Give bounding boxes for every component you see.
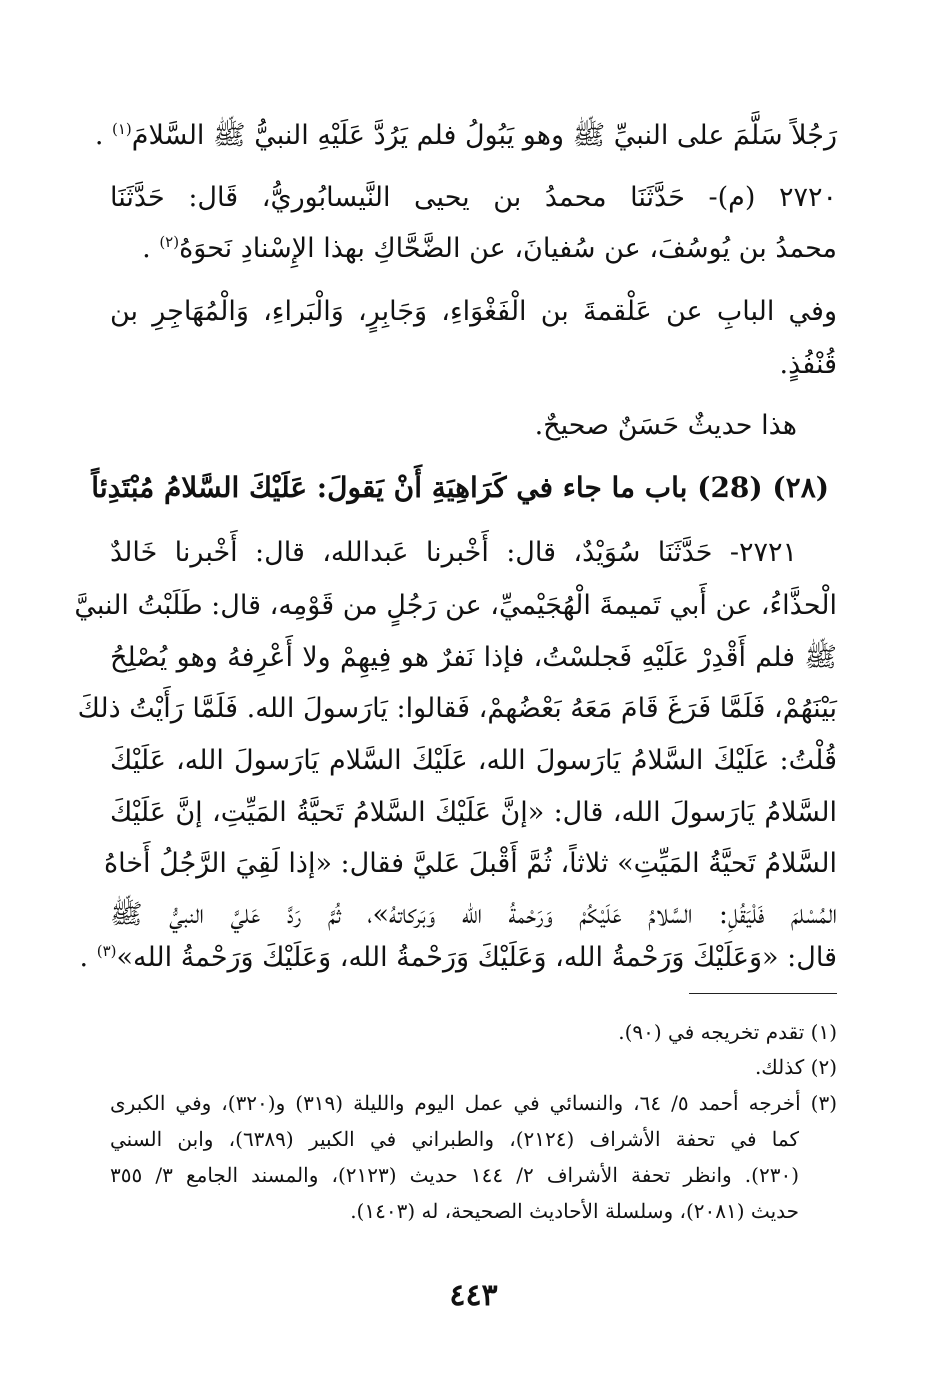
text-span: رَجُلاً سَلَّمَ على النبيِّ ﷺ وهو يَبُولُ فلم يَرُدَّ عَلَيْهِ النبيُّ ﷺ السَّلامَ — [131, 120, 837, 151]
footnote-1: (١) تقدم تخريجه في (٩٠). — [618, 1020, 837, 1044]
text-span: . — [94, 120, 112, 151]
footnote-3-line: (٣) أخرجه أحمد ٥/ ٦٤، والنسائي في عمل اليوم والليلة (٣١٩) و(٣٢٠)، وفي الكبرى — [110, 1091, 838, 1115]
text-line: ٢٧٢١- حَدَّثَنَا سُوَيْدٌ، قال: أَخْبرنا عَبدالله، قال: أَخْبرنا خَالدٌ — [110, 537, 797, 568]
footnote-ref: (٣) — [96, 942, 117, 960]
footnote-separator — [689, 993, 837, 994]
text-line: قُلْتُ: عَلَيْكَ السَّلامُ يَارَسولَ الله، عَلَيْكَ السَّلام يَارَسولَ الله، عَلَيْكَ — [110, 745, 837, 776]
text-span: محمدُ بن يُوسُفَ، عن سُفيانَ، عن الضَّحَّاكِ بهذا الإِسْنادِ نَحوَهُ — [179, 233, 837, 264]
text-line: السَّلامُ يَارَسولَ الله، قال: «إنَّ عَلَيْكَ السَّلامُ تَحيَّةُ المَيِّتِ، إنَّ عَلَيْكَ — [110, 797, 837, 828]
text-line — [110, 223, 837, 275]
text-line: السَّلامُ تَحيَّةُ المَيِّتِ» ثلاثاً، ثُمَّ أَقْبلَ عَليَّ فقال: «إذا لَقِيَ الرَّجُلُ أَخاهُ — [103, 848, 837, 879]
text-span: قال: «وَعَلَيْكَ وَرَحْمةُ الله، وَعَلَيْكَ وَرَحْمةُ الله، وَعَلَيْكَ وَرَحْمةُ الله» — [116, 942, 837, 973]
page-number: ٤٤٣ — [449, 1278, 498, 1313]
text-line — [94, 110, 837, 162]
hadith-grading: هذا حديثٌ حَسَنٌ صحيحٌ. — [534, 410, 797, 441]
text-line: وفي البابِ عن عَلْقمةَ بن الْفَغْوَاءِ، وَجَابِرٍ، وَالْبَراءِ، وَالْمُهَاجِرِ بن — [110, 296, 837, 327]
text-span: . — [79, 942, 97, 973]
footnote-ref: (١) — [112, 120, 132, 138]
footnote-3-line: حديث (٢٠٨١)، وسلسلة الأحاديث الصحيحة، له (١٤٠٣). — [350, 1199, 799, 1223]
text-line: ٢٧٢٠ (م)- حَدَّثَنَا محمدُ بن يحيى النَّيسابُوريُّ، قَال: حَدَّثَنَا — [110, 182, 837, 213]
footnote-3-line: (٢٣٠). وانظر تحفة الأشراف ٢/ ١٤٤ حديث (٢١٢٣)، والمسند الجامع ٣/ ٣٥٥ — [110, 1163, 799, 1187]
footnote-ref: (٢) — [159, 233, 180, 251]
footnote-3-line: كما في تحفة الأشراف (٢١٢٤)، والطبراني في الكبير (٦٣٨٩)، وابن السني — [110, 1127, 799, 1151]
text-line: الْحذَّاءُ، عن أَبي تَميمةَ الْهُجَيْميِّ، عن رَجُلٍ من قَوْمِه، قال: طَلَبْتُ النبيَّ — [74, 590, 837, 621]
text-line: بَيْنَهُمْ، فَلَمَّا فَرَغَ قَامَ مَعَهُ بَعْضُهمْ، فَقالوا: يَارَسولَ الله. فَلَمَّا رَأَيْتُ ذلكَ — [77, 693, 837, 724]
text-line: المُسْلمَ فَلْيَقُلِ: السَّلامُ عَلَيْكُمْ وَرَحْمةُ الله وَبَركاتهُ»، ثُمَّ رَدَّ عَليَّ النبيُّ ﷺ — [110, 899, 837, 930]
text-span: . — [142, 233, 160, 264]
text-line: قُنْفُذٍ. — [779, 349, 837, 380]
text-line: ﷺ فلم أَقْدِرْ عَلَيْهِ فَجلسْتُ، فإذا نَفرٌ هو فِيهِمْ ولا أَعْرِفهُ وهو يُصْلِحُ — [110, 642, 837, 673]
chapter-heading: (٢٨) (28) باب ما جاء في كَرَاهِيَةِ أَنْ يَقولَ: عَلَيْكَ السَّلامُ مُبْتَدِئاً — [91, 471, 829, 504]
text-line — [79, 932, 837, 984]
footnote-2: (٢) كذلك. — [754, 1055, 837, 1079]
